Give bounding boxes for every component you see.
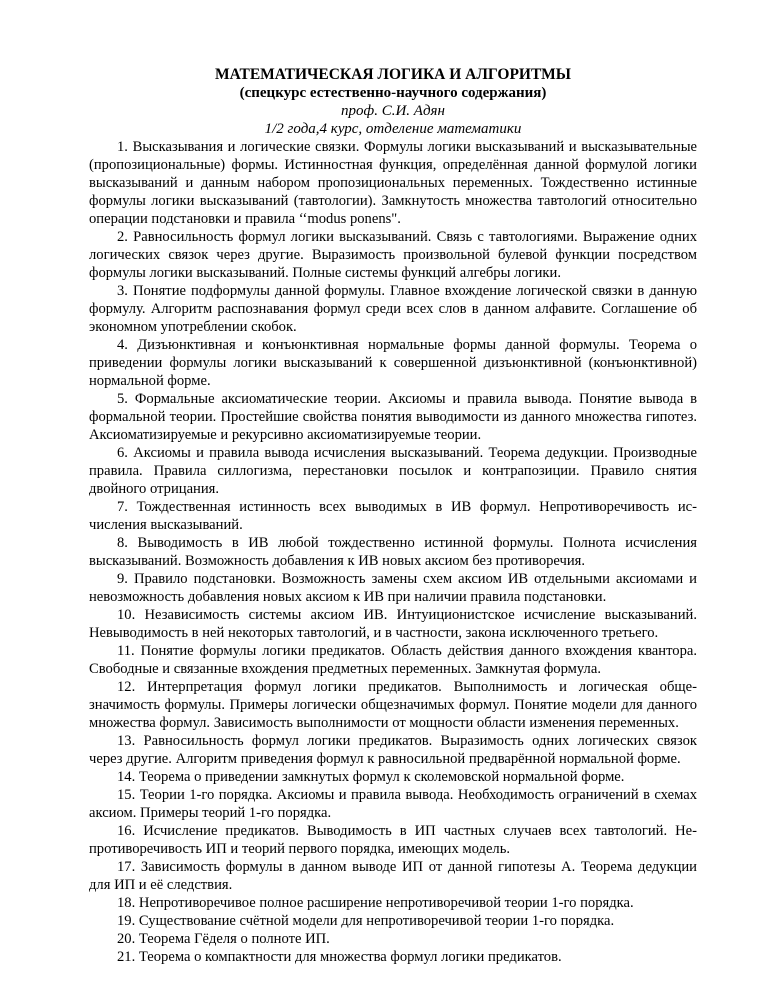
topic-item — [89, 912, 697, 930]
topic-text: Выводимость в ИВ любой тождественно истинной формулы. Полнота исчисления высказываний. Возможность добавления к ИВ новых аксиом без противоречия. — [89, 535, 697, 569]
topic-item — [89, 768, 697, 786]
topic-text: Тождественная истинность всех выводимых в ИВ формул. Непротиворечивость исчисления высказываний. — [89, 499, 697, 533]
document-page — [89, 66, 697, 966]
topic-text: Зависимость формулы в данном выводе ИП от данной гипотезы A. Теорема дедукции для ИП и её следствия. — [89, 859, 697, 893]
topic-number: 14. — [117, 769, 136, 785]
topic-number: 7. — [117, 499, 128, 515]
topic-text: Понятие подформулы данной формулы. Главное вхождение логической связки в данную формулу. Алгоритм распознавания формул среди всех слов в данном алфавите. Соглашение об экономном употреблении скобок. — [89, 283, 697, 335]
topic-text: Независимость системы аксиом ИВ. Интуиционистское исчисление высказываний. Невыводимость в ней некоторых тавтологий, и в частности, закона исключенного третьего. — [89, 607, 697, 641]
topic-text: Правило подстановки. Возможность замены схем аксиом ИВ отдельными аксиомами и невозможность добавления новых аксиом к ИВ при наличии правила подстановки. — [89, 571, 697, 605]
topic-item — [89, 642, 697, 678]
topic-text: Существование счётной модели для непротиворечивой теории 1-го порядка. — [138, 913, 615, 929]
topic-item — [89, 948, 697, 966]
topic-number: 10. — [117, 607, 136, 623]
topic-text: Высказывания и логические связки. Формулы логики высказываний и высказывательные (пропозициональные) формы. Истинностная функция, определённая данной формулой логики высказываний и данным набором пропозициональных переменных. Тождественно истинные формулы логики высказываний (тавтологии). Замкнутость множества тавтологий относительно операции подстановки и правила ‘‘modus ponens". — [89, 139, 697, 227]
topic-text: Понятие формулы логики предикатов. Область действия данного вхождения квантора. Свободные и связанные вхождения предметных переменных. Замкнутая формула. — [89, 643, 697, 677]
topic-number: 1. — [117, 139, 128, 155]
topic-item — [89, 498, 697, 534]
topic-number: 18. — [117, 895, 136, 911]
topic-text: Непротиворечивое полное расширение непротиворечивой теории 1-го порядка. — [138, 895, 634, 911]
topic-item — [89, 606, 697, 642]
topic-text: Формальные аксиоматические теории. Аксиомы и правила вывода. Понятие вывода в формальной теории. Простейшие свойства понятия выводимости из данного множества гипотез. Аксиоматизируемые и рекурсивно аксиоматизируемые теории. — [89, 391, 697, 443]
topic-text: Аксиомы и правила вывода исчисления высказываний. Теорема дедукции. Производные правила. Правила силлогизма, перестановки посылок и контрапозиции. Правило снятия двойного отрицания. — [89, 445, 697, 497]
document-title: МАТЕМАТИЧЕСКАЯ ЛОГИКА И АЛГОРИТМЫ — [215, 66, 571, 83]
topic-item — [89, 786, 697, 822]
topic-text: Дизъюнктивная и конъюнктивная нормальные формы данной формулы. Теорема о приведении формулы логики высказываний к совершенной дизъюнктивной (конъюнктивной) нормальной форме. — [89, 337, 697, 389]
topic-item — [89, 894, 697, 912]
topic-text: Теории 1-го порядка. Аксиомы и правила вывода. Необходимость ограничений в схемах аксиом. Примеры теорий 1-го порядка. — [89, 787, 698, 821]
topic-text: Равносильность формул логики высказываний. Связь с тавтологиями. Выражение одних логических связок через другие. Выразимость произвольной булевой функции посредством формулы логики высказываний. Полные системы функций алгебры логики. — [89, 229, 698, 281]
topic-number: 2. — [117, 229, 128, 245]
topic-item — [89, 444, 697, 498]
topic-item — [89, 822, 697, 858]
topic-list — [89, 138, 697, 966]
topic-text: Теорема о компактности для множества формул логики предикатов. — [138, 949, 562, 965]
topic-item — [89, 570, 697, 606]
topic-number: 19. — [117, 913, 136, 929]
course-info: 1/2 года,4 курс, отделение математики — [264, 121, 522, 137]
document-subtitle: (спецкурс естественно-научного содержания) — [239, 85, 547, 101]
topic-number: 6. — [117, 445, 128, 461]
topic-number: 20. — [117, 931, 136, 947]
topic-text: Интерпретация формул логики предикатов. Выполнимость и логическая общезначимость формулы. Примеры логически общезначимых формул. Понятие модели для данного множества формул. Зависимость выполнимости от мощности области изменения переменных. — [89, 679, 697, 731]
topic-number: 16. — [117, 823, 136, 839]
topic-item — [89, 678, 697, 732]
topic-item — [89, 282, 697, 336]
topic-text: Исчисление предикатов. Выводимость в ИП частных случаев всех тавтологий. Непротиворечивость ИП и теорий первого порядка, имеющих модель. — [89, 823, 697, 857]
topic-item — [89, 858, 697, 894]
topic-item — [89, 390, 697, 444]
topic-item — [89, 336, 697, 390]
topic-item — [89, 732, 697, 768]
topic-number: 5. — [117, 391, 128, 407]
topic-item — [89, 534, 697, 570]
topic-number: 8. — [117, 535, 128, 551]
topic-item — [89, 138, 697, 228]
topic-number: 11. — [117, 643, 135, 659]
topic-number: 15. — [117, 787, 136, 803]
topic-number: 21. — [117, 949, 136, 965]
topic-number: 13. — [117, 733, 136, 749]
topic-text: Равносильность формул логики предикатов. Выразимость одних логических связок через другие. Алгоритм приведения формул к равносильной предварённой нормальной форме. — [89, 733, 697, 767]
author-line: проф. С.И. Адян — [341, 103, 445, 119]
topic-number: 3. — [117, 283, 128, 299]
topic-number: 9. — [117, 571, 128, 587]
topic-text: Теорема о приведении замкнутых формул к сколемовской нормальной форме. — [138, 769, 625, 785]
topic-text: Теорема Гёделя о полноте ИП. — [138, 931, 330, 947]
topic-item — [89, 930, 697, 948]
topic-number: 4. — [117, 337, 128, 353]
topic-item — [89, 228, 697, 282]
topic-number: 12. — [117, 679, 136, 695]
topic-number: 17. — [117, 859, 136, 875]
